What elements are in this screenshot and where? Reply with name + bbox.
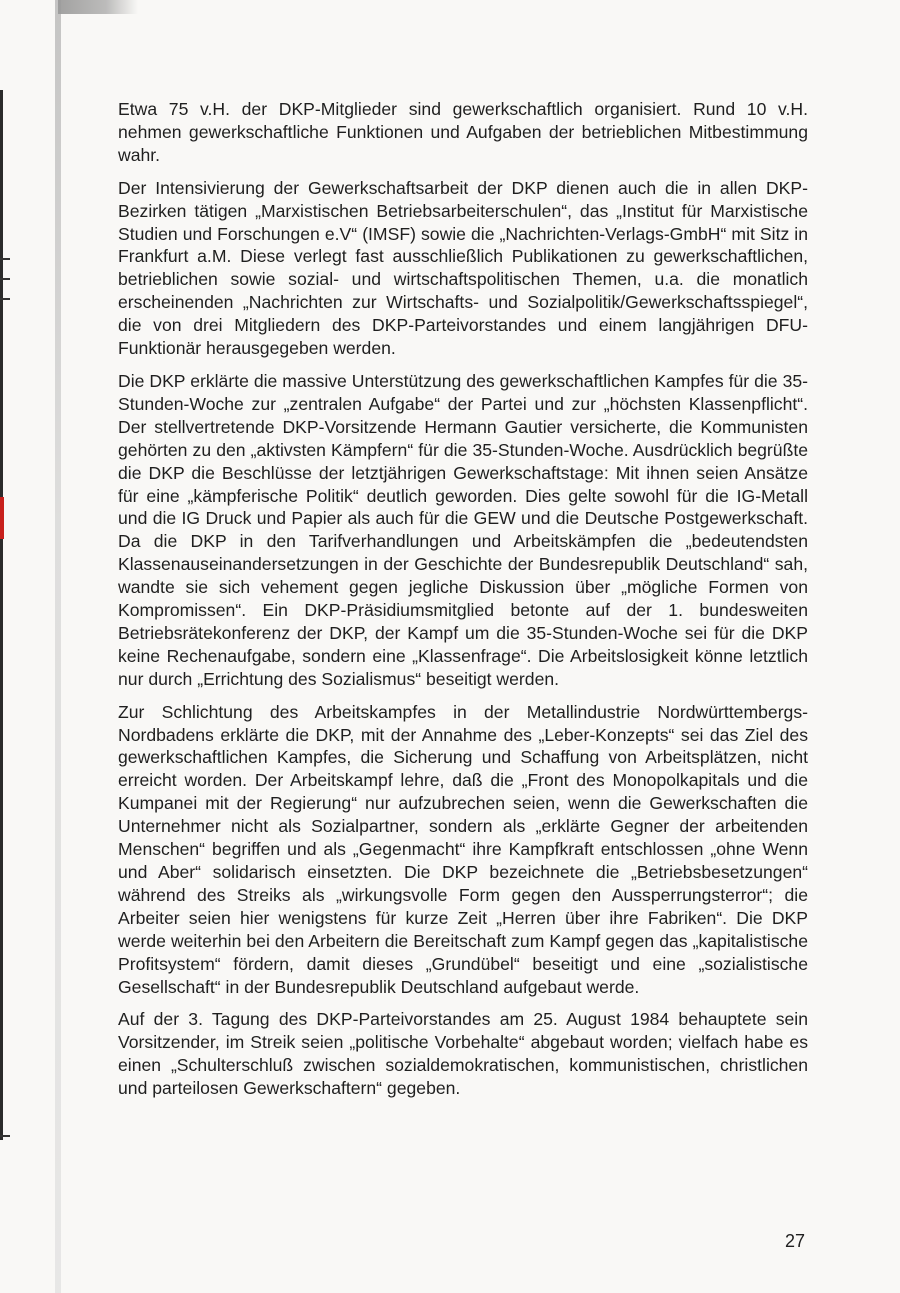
binding-tick bbox=[0, 1135, 10, 1137]
scan-shadow-top bbox=[58, 0, 138, 14]
binding-tick bbox=[0, 258, 10, 260]
binding-tick bbox=[0, 298, 10, 300]
paragraph-3: Die DKP erklärte die massive Unterstützung des gewerkschaftlichen Kampfes für die 35-Stunden-Woche zur „zentralen Aufgabe“ der Partei und zur „höchsten Klassenpflicht“. Der stellvertretende DKP-Vorsitzende Hermann Gautier versicherte, die Kommunisten gehörten zu den „aktivsten Kämpfern“ für die 35-Stunden-Woche. Ausdrücklich begrüßte die DKP die Beschlüsse der letztjährigen Gewerkschaftstage: Mit ihnen seien Ansätze für eine „kämpferische Politik“ deutlich geworden. Dies gelte sowohl für die IG-Metall und die IG Druck und Papier als auch für die GEW und die Deutsche Postgewerkschaft. Da die DKP in den Tarifverhandlungen und Arbeitskämpfen die „bedeutendsten Klassenauseinandersetzungen in der Geschichte der Bundesrepublik Deutschland“ sah, wandte sie sich vehement gegen jegliche Diskussion über „mögliche Formen von Kompromissen“. Ein DKP-Präsidiumsmitglied betonte auf der 1. bundesweiten Betriebsrätekonferenz der DKP, der Kampf um die 35-Stunden-Woche sei für die DKP keine Rechenaufgabe, sondern eine „Klassenfrage“. Die Arbeitslosigkeit könne letztlich nur durch „Errichtung des Sozialismus“ beseitigt werden. bbox=[118, 370, 808, 689]
body-text bbox=[118, 98, 808, 1110]
scan-edge-left bbox=[55, 0, 61, 1293]
paragraph-1: Etwa 75 v.H. der DKP-Mitglieder sind gewerkschaftlich organisiert. Rund 10 v.H. nehmen gewerkschaftliche Funktionen und Aufgaben der betrieblichen Mitbestimmung wahr. bbox=[118, 99, 808, 165]
paragraph-2: Der Intensivierung der Gewerkschaftsarbeit der DKP dienen auch die in allen DKP-Bezirken tätigen „Marxistischen Betriebsarbeiterschulen“, das „Institut für Marxistische Studien und Forschungen e.V“ (IMSF) sowie die „Nachrichten-Verlags-GmbH“ mit Sitz in Frankfurt a.M. Diese verlegt fast ausschließlich Publikationen zu gewerkschaftlichen, betrieblichen sowie sozial- und wirtschaftspolitischen Themen, u.a. die monatlich erscheinenden „Nachrichten zur Wirtschafts- und Sozialpolitik/Gewerkschaftsspiegel“, die von drei Mitgliedern des DKP-Parteivorstandes und einem langjährigen DFU-Funktionär herausgegeben werden. bbox=[118, 177, 808, 359]
binding-red-mark bbox=[0, 497, 4, 539]
paragraph-4: Zur Schlichtung des Arbeitskampfes in der Metallindustrie Nordwürttembergs-Nordbadens erklärte die DKP, mit der Annahme des „Leber-Konzepts“ sei das Ziel des gewerkschaftlichen Kampfes, die Sicherung und Schaffung von Arbeitsplätzen, nicht erreicht worden. Der Arbeitskampf lehre, daß die „Front des Monopolkapitals und die Kumpanei mit der Regierung“ nur aufzubrechen seien, wenn die Gewerkschaften die Unternehmer nicht als Sozialpartner, sondern als „erklärte Gegner der arbeitenden Menschen“ begriffen und als „Gegenmacht“ ihre Kampfkraft entschlossen „ohne Wenn und Aber“ solidarisch einsetzten. Die DKP bezeichnete die „Betriebsbesetzungen“ während des Streiks als „wirkungsvolle Form gegen den Aussperrungsterror“; die Arbeiter seien hier wenigstens für kurze Zeit „Herren über ihre Fabriken“. Die DKP werde weiterhin bei den Arbeitern die Bereitschaft zum Kampf gegen das „kapitalistische Profitsystem“ fördern, damit dieses „Grundübel“ beseitigt und eine „sozialistische Gesellschaft“ in der Bundesrepublik Deutschland aufgebaut werde. bbox=[118, 701, 808, 997]
paragraph-5: Auf der 3. Tagung des DKP-Parteivorstandes am 25. August 1984 behauptete sein Vorsitzender, im Streik seien „politische Vorbehalte“ abgebaut worden; vielfach habe es einen „Schulterschluß zwischen sozialdemokratischen, kommunistischen, christlichen und parteilosen Gewerkschaftern“ gegeben. bbox=[118, 1009, 808, 1099]
binding-edge-bar bbox=[0, 90, 3, 1140]
page-number: 27 bbox=[784, 1231, 805, 1251]
binding-tick bbox=[0, 278, 10, 280]
